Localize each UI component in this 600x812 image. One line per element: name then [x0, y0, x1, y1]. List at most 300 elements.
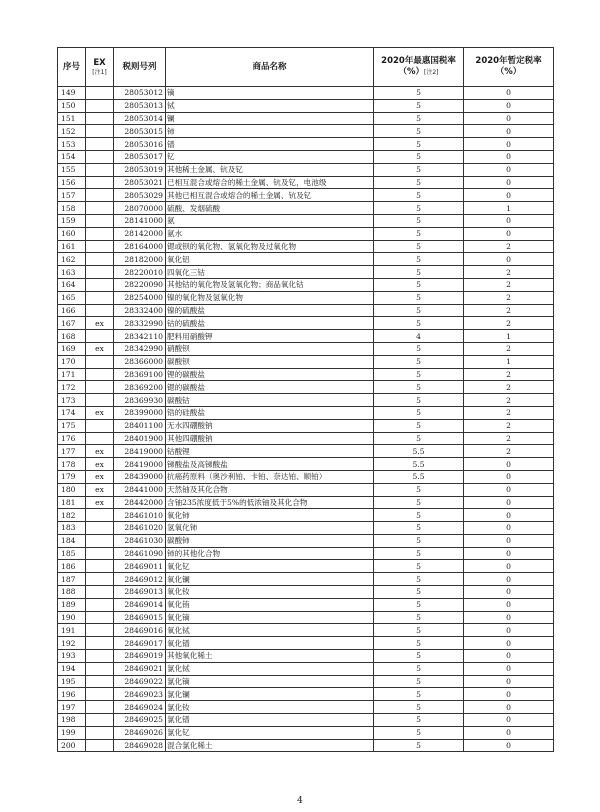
cell-seq: 186 [58, 560, 86, 573]
cell-temp: 2 [464, 291, 554, 304]
cell-mfn: 5 [374, 87, 464, 100]
cell-ex [86, 547, 114, 560]
cell-code: 28469023 [114, 688, 166, 701]
cell-name: 碳酸钴 [166, 394, 374, 407]
cell-name: 镍的氧化物及氢氧化物 [166, 291, 374, 304]
cell-code: 28332400 [114, 304, 166, 317]
cell-name: 锂的碳酸盐 [166, 368, 374, 381]
cell-code: 28053016 [114, 138, 166, 151]
cell-temp: 0 [464, 650, 554, 663]
cell-mfn: 5 [374, 381, 464, 394]
cell-temp: 2 [464, 406, 554, 419]
cell-name: 其他氧化稀土 [166, 650, 374, 663]
cell-ex [86, 611, 114, 624]
cell-name: 其他已相互混合或熔合的稀土金属、钪及钇 [166, 189, 374, 202]
cell-ex [86, 355, 114, 368]
table-row [58, 355, 554, 368]
cell-mfn: 5 [374, 534, 464, 547]
cell-name: 其他四硼酸钠 [166, 432, 374, 445]
cell-ex [86, 138, 114, 151]
cell-mfn: 5 [374, 138, 464, 151]
cell-temp: 2 [464, 317, 554, 330]
cell-temp: 0 [464, 125, 554, 138]
header-ex: EX [注1] [86, 48, 114, 87]
cell-seq: 158 [58, 202, 86, 215]
table-row [58, 611, 554, 624]
cell-name: 氧化钕 [166, 586, 374, 599]
cell-code: 28461010 [114, 509, 166, 522]
table-row [58, 662, 554, 675]
cell-mfn: 5 [374, 227, 464, 240]
cell-seq: 178 [58, 458, 86, 471]
cell-seq: 162 [58, 253, 86, 266]
cell-temp: 0 [464, 637, 554, 650]
cell-ex [86, 586, 114, 599]
cell-temp: 0 [464, 189, 554, 202]
cell-mfn: 5 [374, 202, 464, 215]
table-row [58, 624, 554, 637]
cell-seq: 155 [58, 163, 86, 176]
cell-seq: 159 [58, 214, 86, 227]
cell-code: 28164000 [114, 240, 166, 253]
cell-seq: 169 [58, 342, 86, 355]
cell-seq: 175 [58, 419, 86, 432]
cell-ex [86, 675, 114, 688]
cell-temp: 0 [464, 150, 554, 163]
cell-code: 28141000 [114, 214, 166, 227]
cell-seq: 168 [58, 330, 86, 343]
table-row [58, 291, 554, 304]
cell-mfn: 4 [374, 330, 464, 343]
cell-seq: 164 [58, 278, 86, 291]
cell-mfn: 5 [374, 573, 464, 586]
cell-name: 氧化镝 [166, 611, 374, 624]
cell-mfn: 5 [374, 611, 464, 624]
cell-name: 其他钴的氧化物及氢氧化物；商品氧化钴 [166, 278, 374, 291]
cell-name: 氨水 [166, 227, 374, 240]
table-row [58, 150, 554, 163]
cell-code: 28469028 [114, 739, 166, 752]
cell-seq: 184 [58, 534, 86, 547]
cell-ex [86, 662, 114, 675]
cell-code: 28342110 [114, 330, 166, 343]
cell-mfn: 5 [374, 189, 464, 202]
cell-ex [86, 381, 114, 394]
cell-code: 28461020 [114, 522, 166, 535]
cell-code: 28461090 [114, 547, 166, 560]
cell-temp: 2 [464, 445, 554, 458]
cell-name: 氧化铽 [166, 624, 374, 637]
cell-code: 28399000 [114, 406, 166, 419]
cell-mfn: 5 [374, 662, 464, 675]
cell-name: 铽 [166, 99, 374, 112]
cell-seq: 154 [58, 150, 86, 163]
cell-seq: 193 [58, 650, 86, 663]
cell-code: 28070000 [114, 202, 166, 215]
cell-code: 28469011 [114, 560, 166, 573]
cell-ex [86, 534, 114, 547]
cell-code: 28441000 [114, 483, 166, 496]
table-row [58, 253, 554, 266]
table-row [58, 87, 554, 100]
cell-mfn: 5 [374, 317, 464, 330]
cell-seq: 176 [58, 432, 86, 445]
table-row [58, 202, 554, 215]
cell-code: 28053012 [114, 87, 166, 100]
table-row [58, 598, 554, 611]
cell-mfn: 5 [374, 125, 464, 138]
cell-temp: 2 [464, 304, 554, 317]
cell-name: 碳酸钡 [166, 355, 374, 368]
table-row [58, 534, 554, 547]
cell-temp: 0 [464, 586, 554, 599]
cell-seq: 171 [58, 368, 86, 381]
cell-temp: 1 [464, 330, 554, 343]
cell-mfn: 5 [374, 419, 464, 432]
cell-code: 28342990 [114, 342, 166, 355]
cell-seq: 177 [58, 445, 86, 458]
cell-seq: 153 [58, 138, 86, 151]
table-row [58, 483, 554, 496]
cell-temp: 0 [464, 214, 554, 227]
cell-name: 其他稀土金属、钪及钇 [166, 163, 374, 176]
cell-mfn: 5 [374, 176, 464, 189]
table-row [58, 650, 554, 663]
cell-temp: 0 [464, 112, 554, 125]
cell-name: 镝 [166, 87, 374, 100]
table-row [58, 522, 554, 535]
cell-mfn: 5 [374, 342, 464, 355]
cell-temp: 1 [464, 202, 554, 215]
cell-seq: 192 [58, 637, 86, 650]
table-row [58, 227, 554, 240]
cell-code: 28254000 [114, 291, 166, 304]
cell-mfn: 5 [374, 522, 464, 535]
cell-ex [86, 266, 114, 279]
cell-name: 锑酸盐及高锑酸盐 [166, 458, 374, 471]
cell-seq: 197 [58, 701, 86, 714]
cell-name: 氯化钕 [166, 701, 374, 714]
cell-code: 28369200 [114, 381, 166, 394]
cell-code: 28469021 [114, 662, 166, 675]
cell-mfn: 5 [374, 355, 464, 368]
cell-code: 28369100 [114, 368, 166, 381]
cell-name: 氧化铈 [166, 509, 374, 522]
table-row [58, 432, 554, 445]
table-row [58, 470, 554, 483]
cell-temp: 0 [464, 534, 554, 547]
cell-temp: 0 [464, 714, 554, 727]
cell-mfn: 5 [374, 496, 464, 509]
cell-mfn: 5 [374, 739, 464, 752]
cell-ex: ex [86, 342, 114, 355]
table-row [58, 278, 554, 291]
cell-seq: 187 [58, 573, 86, 586]
table-row [58, 445, 554, 458]
header-seq: 序号 [58, 48, 86, 87]
cell-code: 28419000 [114, 445, 166, 458]
cell-mfn: 5 [374, 547, 464, 560]
cell-temp: 0 [464, 598, 554, 611]
cell-temp: 0 [464, 624, 554, 637]
cell-code: 28220090 [114, 278, 166, 291]
cell-code: 28369930 [114, 394, 166, 407]
table-row [58, 176, 554, 189]
cell-name: 铈 [166, 125, 374, 138]
cell-code: 28053029 [114, 189, 166, 202]
cell-mfn: 5 [374, 253, 464, 266]
cell-ex [86, 560, 114, 573]
cell-ex: ex [86, 483, 114, 496]
cell-code: 28469015 [114, 611, 166, 624]
cell-code: 28461030 [114, 534, 166, 547]
cell-code: 28469014 [114, 598, 166, 611]
cell-ex [86, 650, 114, 663]
cell-mfn: 5 [374, 675, 464, 688]
cell-mfn: 5 [374, 99, 464, 112]
cell-name: 钴酸锂 [166, 445, 374, 458]
table-body [58, 87, 554, 752]
cell-mfn: 5 [374, 483, 464, 496]
table-row [58, 560, 554, 573]
cell-temp: 0 [464, 675, 554, 688]
cell-temp: 0 [464, 726, 554, 739]
cell-seq: 181 [58, 496, 86, 509]
cell-name: 天然铀及其化合物 [166, 483, 374, 496]
cell-ex: ex [86, 470, 114, 483]
cell-mfn: 5 [374, 701, 464, 714]
cell-mfn: 5 [374, 586, 464, 599]
cell-code: 28439000 [114, 470, 166, 483]
cell-ex [86, 227, 114, 240]
cell-seq: 183 [58, 522, 86, 535]
cell-code: 28142000 [114, 227, 166, 240]
cell-ex [86, 125, 114, 138]
cell-name: 铈的其他化合物 [166, 547, 374, 560]
cell-mfn: 5 [374, 624, 464, 637]
cell-mfn: 5 [374, 650, 464, 663]
cell-name: 锶或钡的氧化物、氢氧化物及过氧化物 [166, 240, 374, 253]
cell-mfn: 5 [374, 214, 464, 227]
cell-seq: 199 [58, 726, 86, 739]
cell-ex [86, 189, 114, 202]
cell-seq: 150 [58, 99, 86, 112]
cell-mfn: 5 [374, 406, 464, 419]
cell-ex [86, 688, 114, 701]
table-row [58, 240, 554, 253]
cell-code: 28053019 [114, 163, 166, 176]
cell-mfn: 5 [374, 150, 464, 163]
cell-code: 28469026 [114, 726, 166, 739]
cell-ex [86, 214, 114, 227]
page-number: 4 [297, 796, 303, 806]
cell-temp: 0 [464, 701, 554, 714]
cell-seq: 179 [58, 470, 86, 483]
cell-name: 镧 [166, 112, 374, 125]
cell-mfn: 5 [374, 112, 464, 125]
table-row [58, 509, 554, 522]
cell-seq: 151 [58, 112, 86, 125]
cell-code: 28053014 [114, 112, 166, 125]
table-row [58, 381, 554, 394]
cell-code: 28469022 [114, 675, 166, 688]
cell-mfn: 5 [374, 688, 464, 701]
cell-name: 氯化钇 [166, 726, 374, 739]
cell-seq: 198 [58, 714, 86, 727]
table-header-row [58, 48, 554, 87]
table-row [58, 739, 554, 752]
cell-code: 28401100 [114, 419, 166, 432]
cell-seq: 188 [58, 586, 86, 599]
cell-temp: 0 [464, 547, 554, 560]
table-row [58, 112, 554, 125]
cell-temp: 0 [464, 483, 554, 496]
table-row [58, 304, 554, 317]
header-name: 商品名称 [166, 48, 374, 87]
cell-code: 28469012 [114, 573, 166, 586]
cell-ex [86, 598, 114, 611]
cell-mfn: 5.5 [374, 445, 464, 458]
cell-ex [86, 99, 114, 112]
cell-mfn: 5 [374, 266, 464, 279]
cell-temp: 2 [464, 394, 554, 407]
cell-temp: 2 [464, 419, 554, 432]
cell-mfn: 5 [374, 368, 464, 381]
table-row [58, 342, 554, 355]
cell-seq: 200 [58, 739, 86, 752]
cell-temp: 2 [464, 368, 554, 381]
cell-code: 28053013 [114, 99, 166, 112]
cell-temp: 0 [464, 99, 554, 112]
cell-name: 氯化镝 [166, 675, 374, 688]
cell-mfn: 5 [374, 291, 464, 304]
cell-ex: ex [86, 496, 114, 509]
cell-name: 氢氧化铈 [166, 522, 374, 535]
cell-temp: 2 [464, 278, 554, 291]
cell-name: 氯化铽 [166, 662, 374, 675]
cell-code: 28053015 [114, 125, 166, 138]
cell-mfn: 5.5 [374, 470, 464, 483]
cell-temp: 2 [464, 342, 554, 355]
cell-code: 28469019 [114, 650, 166, 663]
cell-name: 肥料用硝酸钾 [166, 330, 374, 343]
cell-seq: 172 [58, 381, 86, 394]
cell-ex [86, 202, 114, 215]
table-row [58, 714, 554, 727]
cell-code: 28469017 [114, 637, 166, 650]
cell-mfn: 5 [374, 598, 464, 611]
cell-ex [86, 253, 114, 266]
cell-name: 氧化钇 [166, 560, 374, 573]
cell-name: 碳酸铈 [166, 534, 374, 547]
table-row [58, 726, 554, 739]
cell-seq: 190 [58, 611, 86, 624]
cell-temp: 2 [464, 381, 554, 394]
cell-seq: 185 [58, 547, 86, 560]
cell-seq: 156 [58, 176, 86, 189]
cell-ex [86, 739, 114, 752]
cell-seq: 166 [58, 304, 86, 317]
cell-ex [86, 278, 114, 291]
cell-seq: 194 [58, 662, 86, 675]
cell-temp: 2 [464, 432, 554, 445]
cell-seq: 173 [58, 394, 86, 407]
cell-ex [86, 726, 114, 739]
header-temp: 2020年暂定税率 （%） [464, 48, 554, 87]
cell-seq: 180 [58, 483, 86, 496]
cell-mfn: 5 [374, 560, 464, 573]
table-row [58, 163, 554, 176]
cell-seq: 195 [58, 675, 86, 688]
cell-ex [86, 637, 114, 650]
cell-name: 镍的硫酸盐 [166, 304, 374, 317]
cell-name: 已相互混合或熔合的稀土金属、钪及钇，电池级 [166, 176, 374, 189]
table-row [58, 394, 554, 407]
cell-temp: 0 [464, 163, 554, 176]
cell-name: 锆的硅酸盐 [166, 406, 374, 419]
cell-ex [86, 291, 114, 304]
tariff-table [57, 47, 554, 752]
cell-seq: 167 [58, 317, 86, 330]
table-row [58, 586, 554, 599]
table-row [58, 688, 554, 701]
cell-mfn: 5 [374, 240, 464, 253]
cell-ex: ex [86, 317, 114, 330]
cell-mfn: 5.5 [374, 458, 464, 471]
cell-code: 28053017 [114, 150, 166, 163]
cell-name: 氯化镨 [166, 714, 374, 727]
cell-name: 混合氯化稀土 [166, 739, 374, 752]
cell-ex [86, 240, 114, 253]
cell-ex [86, 163, 114, 176]
cell-code: 28442000 [114, 496, 166, 509]
cell-temp: 0 [464, 458, 554, 471]
cell-seq: 191 [58, 624, 86, 637]
cell-name: 无水四硼酸钠 [166, 419, 374, 432]
table-row [58, 99, 554, 112]
cell-mfn: 5 [374, 304, 464, 317]
cell-temp: 0 [464, 138, 554, 151]
table-row [58, 701, 554, 714]
cell-name: 钇 [166, 150, 374, 163]
cell-temp: 0 [464, 611, 554, 624]
cell-temp: 0 [464, 662, 554, 675]
cell-seq: 182 [58, 509, 86, 522]
cell-seq: 165 [58, 291, 86, 304]
tariff-table-sheet [57, 47, 553, 752]
cell-ex [86, 419, 114, 432]
cell-name: 硝酸钡 [166, 342, 374, 355]
cell-name: 硫酸、发烟硫酸 [166, 202, 374, 215]
cell-temp: 2 [464, 266, 554, 279]
table-row [58, 406, 554, 419]
cell-ex [86, 714, 114, 727]
cell-temp: 0 [464, 739, 554, 752]
cell-ex [86, 330, 114, 343]
cell-seq: 161 [58, 240, 86, 253]
cell-ex: ex [86, 445, 114, 458]
cell-ex [86, 87, 114, 100]
table-row [58, 317, 554, 330]
cell-temp: 0 [464, 560, 554, 573]
cell-code: 28401900 [114, 432, 166, 445]
cell-temp: 0 [464, 496, 554, 509]
cell-ex [86, 522, 114, 535]
cell-name: 四氧化三钴 [166, 266, 374, 279]
table-row [58, 125, 554, 138]
cell-mfn: 5 [374, 432, 464, 445]
cell-temp: 1 [464, 355, 554, 368]
